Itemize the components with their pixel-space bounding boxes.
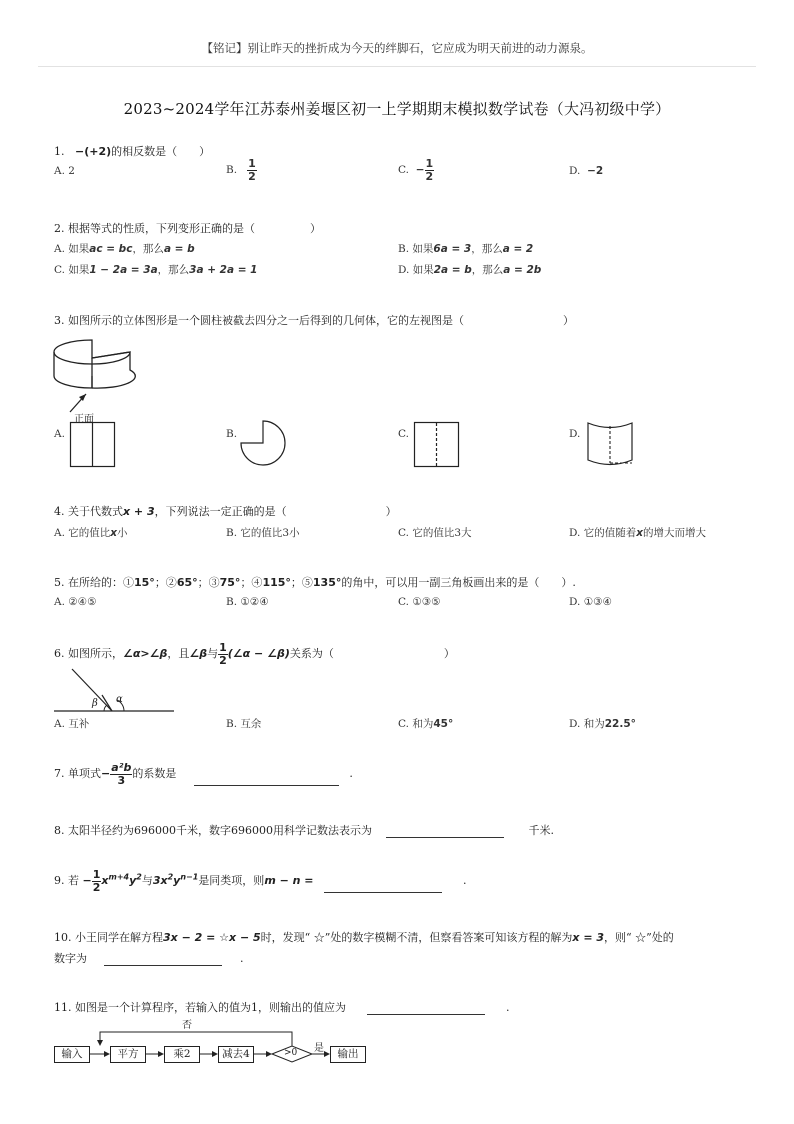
q4-a-x: x <box>110 527 118 539</box>
q2-c-m2: 3a + 2a = 1 <box>189 264 258 276</box>
q3-option-d-figure <box>586 418 634 470</box>
q1-option-d <box>569 165 603 177</box>
q1-d-value: −2 <box>587 165 604 177</box>
q1-b-label: B. <box>226 164 238 177</box>
q6-frac-den: 2 <box>219 653 227 667</box>
q7-frac-num: a²b <box>111 761 132 774</box>
q6-pre: 6. 如图所示， <box>54 647 123 661</box>
question-6 <box>54 642 455 666</box>
q1-c-num: 1 <box>425 157 434 170</box>
q11-box-times2: 乘2 <box>164 1046 200 1063</box>
q1-option-a: A. 2 <box>54 165 75 177</box>
q2-d-m1: 2a = b <box>433 264 472 276</box>
q1-b-fraction <box>247 158 257 182</box>
question-10-line2 <box>54 950 243 966</box>
q5-sep-5: ；⑤ <box>290 576 313 589</box>
header-divider <box>38 66 756 67</box>
q8-end: 千米. <box>528 824 554 837</box>
q6-option-a: A. 互补 <box>54 718 90 730</box>
q4-option-d <box>569 525 706 540</box>
q9-term1-y: y <box>129 874 137 888</box>
q4-post: ，下列说法一定正确的是（ ） <box>154 505 397 518</box>
q10-end: . <box>239 952 244 965</box>
q4-option-a <box>54 525 128 540</box>
q3-option-c-figure <box>414 422 460 468</box>
q10-answer-blank[interactable] <box>104 954 222 966</box>
q4-pre: 4. 关于代数式 <box>54 505 123 518</box>
q1-c-label: C. <box>398 164 409 177</box>
q6-option-b: B. 互余 <box>226 718 262 730</box>
q2-d-mid: ，那么 <box>471 264 504 276</box>
page-title: 2023~2024学年江苏泰州姜堰区初一上学期期末模拟数学试卷（大冯初级中学） <box>123 100 671 118</box>
q4-d-pre: D. 它的值随着 <box>569 527 637 539</box>
q2-option-d <box>398 262 541 277</box>
q10-post: ，则“ ☆”处的 <box>604 931 674 944</box>
q3-solid-figure <box>50 330 132 422</box>
q9-term1-y-exp: 2 <box>136 872 142 882</box>
question-11 <box>54 999 509 1015</box>
q5-angle-4: 115° <box>262 576 291 589</box>
q9-term1-x-exp: m+4 <box>108 872 130 882</box>
q9-answer-blank[interactable] <box>324 881 442 893</box>
q7-frac-den: 3 <box>117 773 126 787</box>
q1-number: 1. <box>54 145 65 158</box>
q4-expression: x + 3 <box>123 505 155 518</box>
q1-d-label: D. <box>569 165 581 177</box>
q11-condition: >0 <box>284 1048 298 1058</box>
q7-post: 的系数是 <box>132 767 177 781</box>
q7-pre: 7. 单项式 <box>54 767 101 781</box>
q1-c-den: 2 <box>425 169 434 183</box>
q7-end: . <box>349 767 353 781</box>
q10-mid: 时，发现“ ☆”处的数字模糊不清，但察看答案可知该方程的解为 <box>260 931 573 944</box>
q11-no-label: 否 <box>182 1020 192 1031</box>
q2-a-pre: A. 如果 <box>54 243 90 255</box>
question-1 <box>54 143 210 159</box>
q2-c-pre: C. 如果 <box>54 264 90 276</box>
q1-b-num: 1 <box>248 157 256 170</box>
q3-option-a-figure <box>70 422 116 468</box>
q3-option-b-figure <box>240 420 288 468</box>
q2-c-m1: 1 − 2a = 3a <box>89 264 158 276</box>
q3-option-a-label: A. <box>54 428 65 440</box>
q5-sep-3: ；③ <box>197 576 220 589</box>
q9-mid: 是同类项，则 <box>198 874 265 888</box>
q11-box-output: 输出 <box>330 1046 366 1063</box>
q5-angle-1: 15° <box>134 576 155 589</box>
q11-box-minus4: 减去4 <box>218 1046 254 1063</box>
question-10 <box>54 929 674 945</box>
q5-post: 的角中，可以用一副三角板画出来的是（ ）. <box>341 576 576 589</box>
q9-end: . <box>463 874 467 888</box>
q6-expression: (∠α − ∠β) <box>227 647 290 661</box>
q9-with: 与 <box>141 874 153 888</box>
q6-d-value: 22.5° <box>604 718 636 730</box>
q5-option-c: C. ①③⑤ <box>398 596 441 608</box>
q2-option-c <box>54 262 257 277</box>
q10-line2-text: 数字为 <box>54 952 87 965</box>
q5-option-b: B. ①②④ <box>226 596 269 608</box>
q4-option-c: C. 它的值比3大 <box>398 527 472 539</box>
q2-a-mid: ，那么 <box>132 243 164 255</box>
q2-option-a <box>54 241 195 256</box>
question-5 <box>54 574 576 590</box>
q4-a-post: 小 <box>117 527 128 539</box>
q1-b-den: 2 <box>248 169 256 183</box>
q2-b-m2: a = 2 <box>502 243 534 255</box>
q11-text: 11. 如图是一个计算程序，若输入的值为1，则输出的值应为 <box>54 1001 346 1014</box>
q2-d-pre: D. 如果 <box>398 264 434 276</box>
q6-option-c <box>398 716 453 731</box>
q9-term2-x-exp: 2 <box>167 872 174 882</box>
q3-option-b-label: B. <box>226 428 238 440</box>
q1-c-fraction <box>425 158 435 182</box>
question-7 <box>54 762 353 786</box>
q3-front-label: 正面 <box>74 414 94 425</box>
q1-c-sign: − <box>415 164 425 177</box>
q6-c-value: 45° <box>433 718 454 730</box>
q6-beta: ∠β <box>189 647 208 661</box>
q9-frac-num: 1 <box>92 868 101 881</box>
q9-term2-x: 3x <box>152 874 168 888</box>
q9-frac-den: 2 <box>92 880 101 894</box>
q2-b-pre: B. 如果 <box>398 243 434 255</box>
q11-end: . <box>505 1001 510 1014</box>
q1-text: 的相反数是（ ） <box>111 145 211 158</box>
q6-fraction <box>218 642 228 666</box>
q11-yes-label: 是 <box>314 1043 324 1054</box>
q6-option-d <box>569 716 636 731</box>
q2-d-m2: a = 2b <box>503 264 542 276</box>
q6-with: 与 <box>207 647 219 661</box>
q1-expression: −(+2) <box>75 145 112 158</box>
q5-angle-5: 135° <box>312 576 342 589</box>
q9-term1-x: x <box>101 874 109 888</box>
q9-fraction <box>92 869 102 893</box>
q2-c-mid: ，那么 <box>157 264 190 276</box>
question-9 <box>54 869 467 893</box>
q11-flowchart-lines <box>54 1028 374 1066</box>
motto: 【铭记】别让昨天的挫折成为今天的绊脚石，它应成为明天前进的动力源泉。 <box>201 41 593 55</box>
q3-option-c-label: C. <box>398 428 409 440</box>
q2-option-b <box>398 241 533 256</box>
question-3: 3. 如图所示的立体图形是一个圆柱被截去四分之一后得到的几何体，它的左视图是（ ） <box>54 314 574 327</box>
q4-option-b: B. 它的值比3小 <box>226 527 300 539</box>
q6-condition: ∠α>∠β <box>123 647 168 661</box>
q2-b-m1: 6a = 3 <box>433 243 472 255</box>
q11-box-input: 输入 <box>54 1046 90 1063</box>
q6-mid: ，且 <box>167 647 190 661</box>
q6-d-pre: D. 和为 <box>569 718 605 730</box>
q6-beta-label: β <box>92 698 98 709</box>
q6-c-pre: C. 和为 <box>398 718 434 730</box>
q5-sep-4: ；④ <box>240 576 263 589</box>
q7-answer-blank[interactable] <box>194 774 339 786</box>
q5-option-d: D. ①③④ <box>569 596 612 608</box>
q4-a-pre: A. 它的值比 <box>54 527 111 539</box>
q4-d-x: x <box>636 527 644 539</box>
q2-a-m1: ac = bc <box>89 243 133 255</box>
q2-b-mid: ，那么 <box>471 243 503 255</box>
q9-term2-y-exp: n−1 <box>180 872 199 882</box>
q1-option-c <box>398 158 434 182</box>
q6-frac-num: 1 <box>219 641 227 654</box>
q6-alpha-label: α <box>116 694 123 705</box>
q11-answer-blank[interactable] <box>367 1003 485 1015</box>
q5-sep-2: ；② <box>154 576 177 589</box>
q8-answer-blank[interactable] <box>386 826 504 838</box>
q8-text: 8. 太阳半径约为696000千米，数字696000用科学记数法表示为 <box>54 824 372 837</box>
q6-angle-figure <box>54 664 176 714</box>
question-8 <box>54 822 554 838</box>
q10-equation: 3x − 2 = ☆x − 5 <box>163 931 261 944</box>
q9-pre: 9. 若 <box>54 874 79 888</box>
q9-expression: m − n = <box>264 874 314 888</box>
q2-a-m2: a = b <box>163 243 195 255</box>
q9-term2-y: y <box>173 874 181 888</box>
q7-sign: − <box>101 767 111 781</box>
question-4 <box>54 503 397 519</box>
q11-box-square: 平方 <box>110 1046 146 1063</box>
q9-sign: − <box>82 874 92 888</box>
q3-option-d-label: D. <box>569 428 581 440</box>
question-2: 2. 根据等式的性质，下列变形正确的是（ ） <box>54 222 321 235</box>
q7-fraction <box>110 762 132 786</box>
q10-pre: 10. 小王同学在解方程 <box>54 931 163 944</box>
q5-pre: 5. 在所给的：① <box>54 576 134 589</box>
q5-option-a: A. ②④⑤ <box>54 596 97 608</box>
q6-post: 关系为（ ） <box>289 647 455 661</box>
q4-d-post: 的增大而增大 <box>643 527 707 539</box>
q1-option-b <box>226 158 257 182</box>
q5-angle-3: 75° <box>219 576 241 589</box>
q5-angle-2: 65° <box>176 576 198 589</box>
q10-solution: x = 3 <box>572 931 605 944</box>
